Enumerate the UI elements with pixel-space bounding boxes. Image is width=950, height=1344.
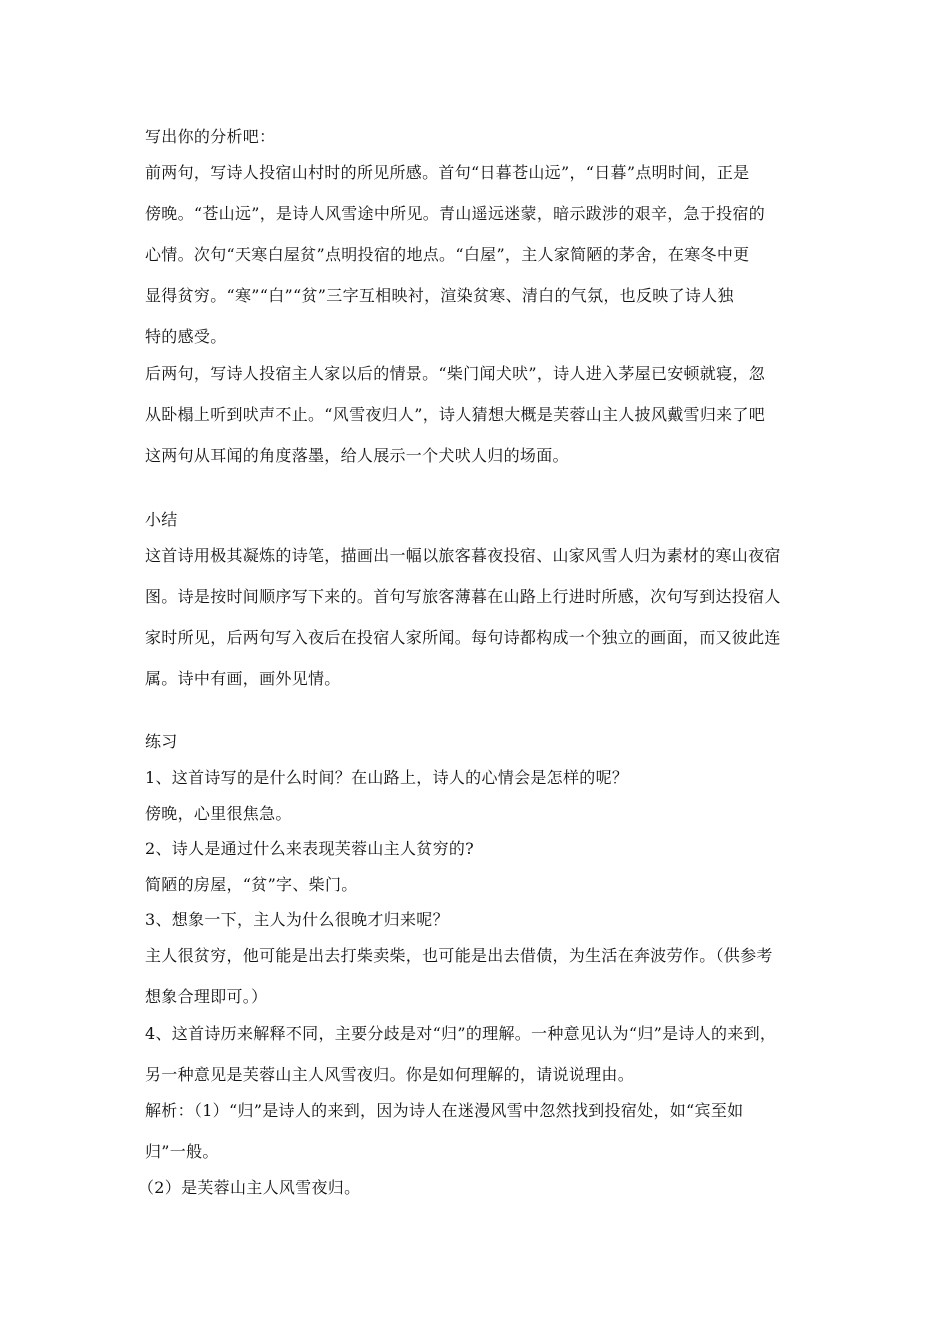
analysis-para1-line: 特的感受。 (145, 327, 227, 346)
exercise-answer-4-line: 归”一般。 (145, 1142, 219, 1161)
analysis-para2-line: 这两句从耳闻的角度落墨，给人展示一个犬吠人归的场面。 (145, 446, 569, 465)
summary-line: 家时所见，后两句写入夜后在投宿人家所闻。每句诗都构成一个独立的画面，而又彼此连 (145, 628, 781, 647)
exercise-answer-2: 简陋的房屋，“贫”字、柴门。 (145, 875, 358, 894)
analysis-para2-line: 从卧榻上听到吠声不止。“风雪夜归人”，诗人猜想大概是芙蓉山主人披风戴雪归来了吧 (145, 405, 766, 424)
exercise-question-4-line: 另一种意见是芙蓉山主人风雪夜归。你是如何理解的，请说说理由。 (145, 1065, 635, 1084)
exercise-question-2: 2、诗人是通过什么来表现芙蓉山主人贫穷的? (145, 839, 475, 858)
analysis-para1-line: 显得贫穷。“寒”“白”“贫”三字互相映衬，渲染贫寒、清白的气氛，也反映了诗人独 (145, 286, 734, 305)
exercise-answer-4-line: 解析：（1）“归”是诗人的来到，因为诗人在迷漫风雪中忽然找到投宿处，如“宾至如 (145, 1101, 744, 1120)
analysis-para2-line: 后两句，写诗人投宿主人家以后的情景。“柴门闻犬吠”，诗人进入茅屋已安顿就寝，忽 (145, 364, 766, 383)
exercise-answer-3-line: 想象合理即可。） (145, 987, 268, 1006)
exercise-answer-3-line: 主人很贫穷，他可能是出去打柴卖柴，也可能是出去借债，为生活在奔波劳作。（供参考 (145, 946, 773, 965)
summary-line: 图。诗是按时间顺序写下来的。首句写旅客薄暮在山路上行进时所感，次句写到达投宿人 (145, 587, 781, 606)
analysis-para1-line: 前两句，写诗人投宿山村时的所见所感。首句“日暮苍山远”，“日暮”点明时间，正是 (145, 163, 750, 182)
analysis-para1-line: 傍晚。“苍山远”，是诗人风雪途中所见。青山遥远迷蒙，暗示跋涉的艰辛，急于投宿的 (145, 204, 766, 223)
analysis-prompt: 写出你的分析吧： (145, 127, 276, 146)
summary-line: 属。诗中有画，画外见情。 (145, 669, 341, 688)
exercise-question-4-line: 4、这首诗历来解释不同，主要分歧是对“归”的理解。一种意见认为“归”是诗人的来到， (145, 1024, 777, 1043)
exercise-question-3: 3、想象一下，主人为什么很晚才归来呢？ (145, 910, 449, 929)
summary-heading: 小结 (145, 510, 178, 529)
exercise-question-1: 1、这首诗写的是什么时间？在山路上，诗人的心情会是怎样的呢？ (145, 768, 629, 787)
summary-line: 这首诗用极其凝炼的诗笔，描画出一幅以旅客暮夜投宿、山家风雪人归为素材的寒山夜宿 (145, 546, 781, 565)
exercise-answer-1: 傍晚，心里很焦急。 (145, 804, 292, 823)
exercise-answer-4-line: （2）是芙蓉山主人风雪夜归。 (138, 1178, 361, 1197)
analysis-para1-line: 心情。次句“天寒白屋贫”点明投宿的地点。“白屋”，主人家简陋的茅舍，在寒冬中更 (145, 245, 750, 264)
exercise-heading: 练习 (145, 732, 178, 751)
